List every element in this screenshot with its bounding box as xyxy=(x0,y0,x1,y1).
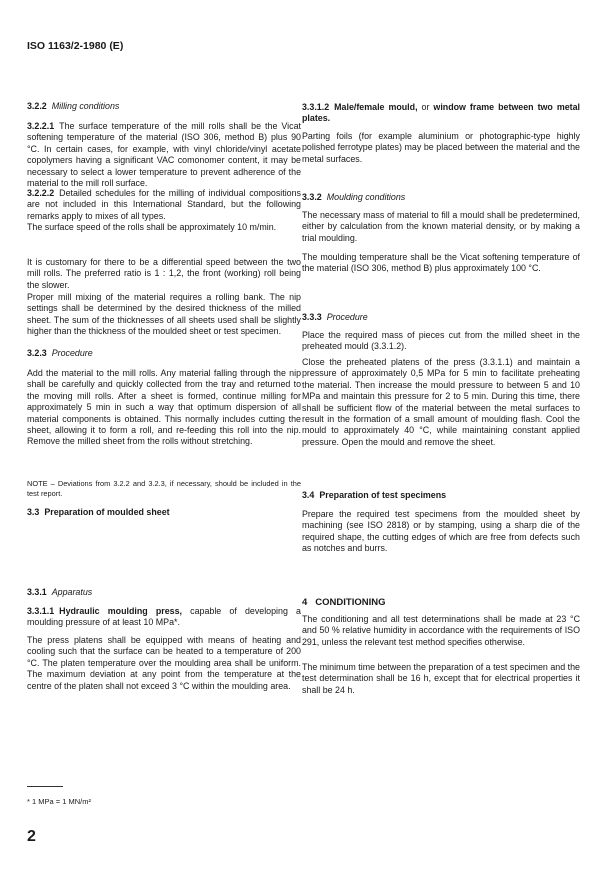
para-add-material: Add the material to the mill rolls. Any material falling through the nip shall be carefully and quickly collected from the tray and returned to the moving mill rolls. After a sheet is formed, continue milling for approximately 5 min in such a way that optimum dispersion of all material components is obtained. This normally includes cutting the sheet, allowing it to form a roll, and re-feeding this roll into the nip. Remove the milled sheet from the rolls without stretching. xyxy=(27,368,301,447)
heading-3-4 xyxy=(302,490,580,501)
note: NOTE – Deviations from 3.2.2 and 3.2.3, if necessary, should be included in the test report. xyxy=(27,479,301,498)
heading-3-3 xyxy=(27,507,301,518)
para-differential-speed: It is customary for there to be a differential speed between the two mill rolls. The preferred ratio is 1 : 1,2, the front (working) roll being the slower. xyxy=(27,257,301,290)
paragraph-text: The surface temperature of the mill rolls shall be the Vicat softening temperature of the material (ISO 306, method B) plus 90 °C. In certain cases, for example, with vinyl chloride/vinyl acetate copolymers having a significant VAC comonomer content, it may be necessary to select a lower temperature to prevent adherence of the material to the mill roll surface. xyxy=(27,121,301,189)
heading-3-3-3 xyxy=(302,312,580,323)
section-title: Preparation of test specimens xyxy=(319,490,447,500)
para-surface-speed: The surface speed of the rolls shall be approximately 10 m/min. xyxy=(27,222,277,232)
page-number: 2 xyxy=(27,828,36,845)
section-number: 3.3.2 xyxy=(302,192,322,202)
section-title: Moulding conditions xyxy=(326,192,406,202)
para-press-platens: The press platens shall be equipped with means of heating and cooling such that the surface can be heated to a temperature of 200 °C. The platen temperature over the moulding area shall be uniform. The maximum deviation at any point from the temperature at the centre of the platen shall not exceed 3 °C within the moulding area. xyxy=(27,635,301,691)
paragraph-text: or xyxy=(421,102,430,112)
section-number: 3.2.2.1 xyxy=(27,121,55,131)
para-close: Close the preheated platens of the press (3.3.1.1) and maintain a pressure of approximately 0,5 MPa for 5 min to facilitate preheating the material. Then increase the mould pressure to between 5 and 10 MPa and maintain this pressure for 2 to 5 min. During this time, there shall be sufficient flow of the material between the metal surfaces to result in the formation of a small amount of moulding flash. Cool the mould to approximately 40 °C, while maintaining constant applied pressure. Open the mould and remove the sheet. xyxy=(302,357,580,447)
section-number: 3.3 xyxy=(27,507,40,517)
heading-3-3-2 xyxy=(302,192,580,203)
section-number: 3.2.2.2 xyxy=(27,188,55,198)
heading-4 xyxy=(302,597,580,608)
para-parting-foils: Parting foils (for example aluminium or photographic-type highly polished ferrotype plates) may be placed between the material and the metal surfaces. xyxy=(302,131,580,164)
paragraph-text: Detailed schedules for the milling of individual compositions are not included in this International Standard, but the following remarks apply to mixes of all types. xyxy=(27,188,301,221)
paragraph-text: capable of developing a moulding pressure of at least 10 MPa*. xyxy=(27,606,301,628)
document-header: ISO 1163/2-1980 (E) xyxy=(27,40,124,52)
section-number: 3.3.1 xyxy=(27,587,47,597)
section-number: 3.2.2 xyxy=(27,101,47,111)
section-title: Milling conditions xyxy=(51,101,120,111)
para-minimum-time: The minimum time between the preparation of a test specimen and the test determination shall be 16 h, except that for electrical properties it shall be 24 h. xyxy=(302,662,580,695)
section-number: 3.3.1.2 xyxy=(302,102,330,112)
para-place: Place the required mass of pieces cut from the milled sheet in the preheated mould (3.3.1.2). xyxy=(302,330,580,352)
footnote-divider xyxy=(27,786,63,787)
section-title: CONDITIONING xyxy=(315,597,386,608)
heading-3-2-3 xyxy=(27,348,301,359)
para-3-3-1-1 xyxy=(27,606,301,629)
item-name: Male/female mould, xyxy=(334,102,418,112)
section-title: Procedure xyxy=(51,348,93,358)
footnote: * 1 MPa = 1 MN/m² xyxy=(27,797,91,806)
para-3-3-1-2 xyxy=(302,102,580,125)
para-rolling-bank: Proper mill mixing of the material requires a rolling bank. The nip settings shall be determined by the desired thickness of the milled sheet. The sum of the thicknesses of all sheets used shall be slightly higher than the thickness of the moulded sheet or test specimen. xyxy=(27,292,301,337)
para-mass: The necessary mass of material to fill a mould shall be predetermined, either by calculation from the known material density, or by making a trial moulding. xyxy=(302,210,580,243)
section-title: Preparation of moulded sheet xyxy=(44,507,170,517)
para-moulding-temperature: The moulding temperature shall be the Vicat softening temperature of the material (ISO 306, method B) plus approximately 100 °C. xyxy=(302,252,580,274)
para-3-2-2-2 xyxy=(27,188,301,222)
section-title: Apparatus xyxy=(51,587,93,597)
section-number: 4 xyxy=(302,597,308,608)
item-name: window frame between two metal plates. xyxy=(302,102,581,124)
heading-3-2-2 xyxy=(27,101,301,112)
section-number: 3.2.3 xyxy=(27,348,47,358)
section-number: 3.3.1.1 xyxy=(27,606,55,616)
para-conditioning: The conditioning and all test determinations shall be made at 23 °C and 50 % relative humidity in accordance with the requirements of ISO 291, unless the relevant test method specifies otherwise. xyxy=(302,614,580,647)
para-3-2-2-1 xyxy=(27,121,301,189)
heading-3-3-1 xyxy=(27,587,301,598)
section-number: 3.4 xyxy=(302,490,315,500)
section-number: 3.3.3 xyxy=(302,312,322,322)
item-name: Hydraulic moulding press, xyxy=(59,606,182,616)
para-prepare: Prepare the required test specimens from the moulded sheet by machining (see ISO 2818) or by stamping, using a sharp die of the required shape, the cutting edges of which are free from defects such as notches and burrs. xyxy=(302,509,580,554)
section-title: Procedure xyxy=(326,312,368,322)
